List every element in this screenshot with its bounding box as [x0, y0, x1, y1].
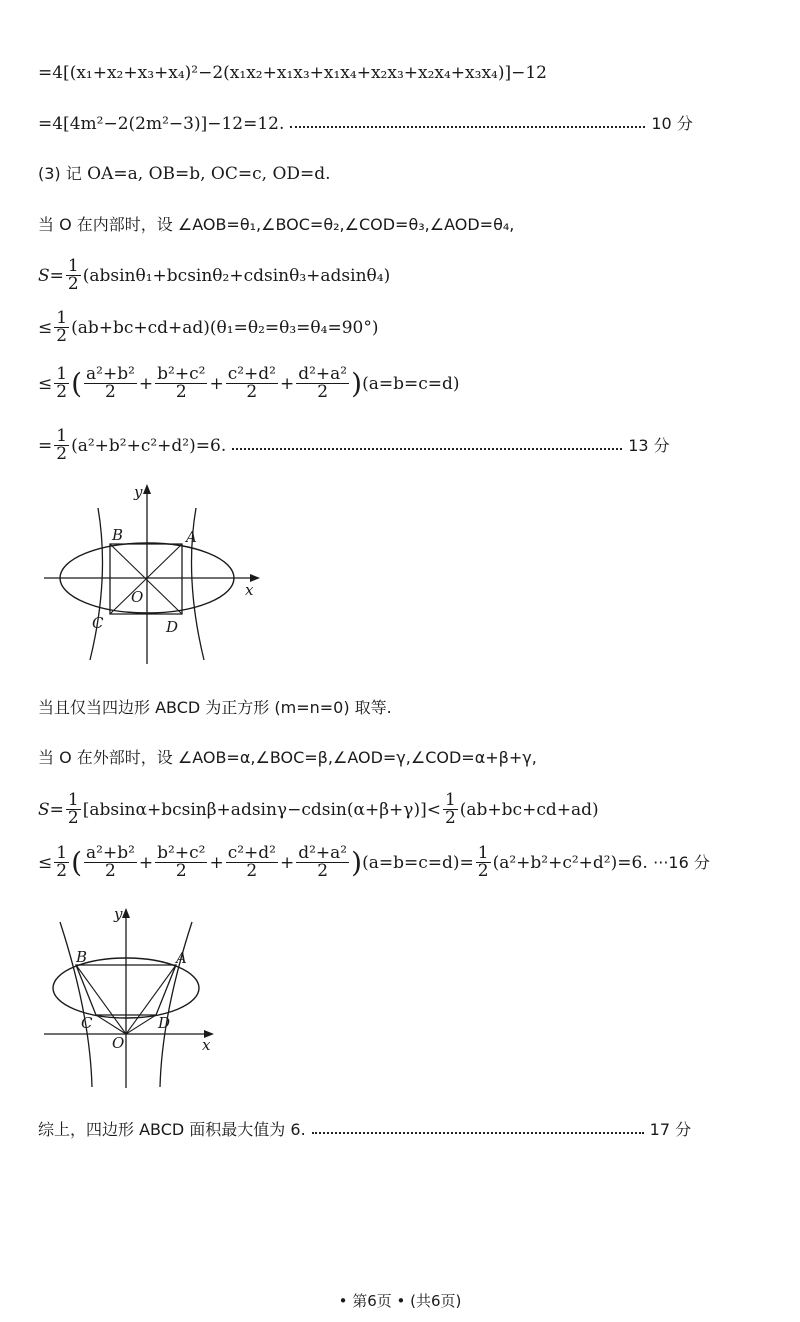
- y-axis-arrow: [122, 908, 130, 918]
- fraction-half: $\frac{1}{2}$: [444, 790, 456, 828]
- text-line: 当且仅当四边形 ABCD 为正方形 (m=n=0) 取等.: [38, 698, 392, 717]
- score-label: 13 分: [628, 435, 670, 455]
- inequality-line-2: ≤ $\frac{1}{2}$ ( $\frac{\text{a²+b²}}{2}$ + $\frac{\text{b²+c²}}{2}$ + $\frac{\text{c²+d²}}{2}$ + $\frac{\text{d²+a²}}{2}$ ) (a=b=c=d): [38, 364, 460, 402]
- score-label: 10 分: [651, 114, 693, 133]
- part-label: (3) 记: [38, 164, 82, 183]
- label-b: B: [112, 526, 124, 544]
- label-c: C: [92, 614, 104, 632]
- equation-line-2: [38, 113, 693, 135]
- label-a: A: [176, 949, 187, 967]
- equation-text: =4[4m²−2(2m²−3)]−12=12.: [38, 114, 285, 134]
- label-a: A: [186, 528, 197, 546]
- fraction-half: $\frac{1}{2}$: [67, 790, 79, 828]
- fraction-ab: $\frac{\text{a²+b²}}{2}$: [86, 843, 135, 881]
- inequality-line-1: ≤ $\frac{1}{2}$ (ab+bc+cd+ad)(θ₁=θ₂=θ₃=θ₄=90°): [38, 308, 379, 346]
- result-line-inner: = $\frac{1}{2}$ (a²+b²+c²+d²)=6. 13 分: [38, 426, 670, 464]
- figure-inner-case: [38, 480, 268, 670]
- equation-text: (a²+b²+c²+d²)=6.: [71, 435, 227, 456]
- label-y: y: [134, 483, 143, 501]
- label-x: x: [202, 1036, 211, 1054]
- equation-text: OA=a, OB=b, OC=c, OD=d.: [87, 164, 331, 184]
- inner-case-setup: [38, 214, 514, 236]
- conclusion-line: [38, 1119, 691, 1141]
- label-d: D: [166, 618, 179, 636]
- y-axis-arrow: [143, 484, 151, 494]
- equation-text: =4[(x₁+x₂+x₃+x₄)²−2(x₁x₂+x₁x₃+x₁x₄+x₂x₃+x₂x₄+x₃x₄)]−12: [38, 63, 547, 83]
- fraction-half: $\frac{1}{2}$: [56, 843, 68, 881]
- label-b: B: [76, 948, 88, 966]
- equation-line-1: [38, 62, 547, 84]
- label-x: x: [245, 581, 254, 599]
- text-line: 当 O 在外部时，设 ∠AOB=α,∠BOC=β,∠AOD=γ,∠COD=α+β+γ,: [38, 748, 537, 767]
- area-formula-line: S = $\frac{1}{2}$ (absinθ₁+bcsinθ₂+cdsinθ₃+adsinθ₄): [38, 256, 391, 294]
- equality-condition: (a=b=c=d)=: [362, 852, 474, 873]
- part3-intro: [38, 163, 331, 185]
- text-line: 当 O 在内部时，设 ∠AOB=θ₁,∠BOC=θ₂,∠COD=θ₃,∠AOD=θ₄,: [38, 215, 515, 234]
- equation-text: (ab+bc+cd+ad)(θ₁=θ₂=θ₃=θ₄=90°): [71, 317, 379, 338]
- fraction-cd: $\frac{\text{c²+d²}}{2}$: [227, 843, 276, 881]
- equation-text: (absinθ₁+bcsinθ₂+cdsinθ₃+adsinθ₄): [82, 265, 391, 286]
- equation-text: (a²+b²+c²+d²)=6.: [492, 852, 648, 873]
- fraction-half: $\frac{1}{2}$: [56, 426, 68, 464]
- fraction-half: $\frac{1}{2}$: [477, 843, 489, 881]
- outer-case-setup: [38, 747, 537, 769]
- fraction-ab: $\frac{\text{a²+b²}}{2}$: [86, 364, 135, 402]
- outer-area-formula: S = $\frac{1}{2}$ [absinα+bcsinβ+adsinγ−cdsin(α+β+γ)]< $\frac{1}{2}$ (ab+bc+cd+ad): [38, 790, 599, 828]
- fraction-da: $\frac{\text{d²+a²}}{2}$: [298, 364, 348, 402]
- label-d: D: [158, 1014, 171, 1032]
- equation-text: (ab+bc+cd+ad): [459, 799, 599, 820]
- score-label: ···16 分: [653, 852, 710, 872]
- label-o: O: [131, 588, 144, 606]
- outer-inequality-line: ≤ $\frac{1}{2}$ ( $\frac{\text{a²+b²}}{2}$ + $\frac{\text{b²+c²}}{2}$ + $\frac{\text{c²+d²}}{2}$ + $\frac{\text{d²+a²}}{2}$ ) (a=b=c=d)= $\frac{1}{2}$ (a²+b²+c²+d²)=6. ···16 分: [38, 843, 710, 881]
- fraction-cd: $\frac{\text{c²+d²}}{2}$: [227, 364, 276, 402]
- equality-condition-line: [38, 697, 392, 719]
- fraction-bc: $\frac{\text{b²+c²}}{2}$: [157, 843, 206, 881]
- leader-dots: [290, 126, 645, 128]
- figure-outer-case: [38, 902, 228, 1092]
- fraction-half: $\frac{1}{2}$: [67, 256, 79, 294]
- fraction-da: $\frac{\text{d²+a²}}{2}$: [298, 843, 348, 881]
- equality-condition: (a=b=c=d): [362, 373, 460, 394]
- equation-text: [absinα+bcsinβ+adsinγ−cdsin(α+β+γ)]<: [82, 799, 441, 820]
- hyperbola-left-branch: [90, 508, 103, 660]
- fraction-half: $\frac{1}{2}$: [56, 308, 68, 346]
- fraction-bc: $\frac{\text{b²+c²}}{2}$: [157, 364, 206, 402]
- label-y: y: [114, 905, 123, 923]
- fraction-half: $\frac{1}{2}$: [56, 364, 68, 402]
- leader-dots: [312, 1132, 644, 1134]
- label-c: C: [81, 1014, 93, 1032]
- text-line: 综上，四边形 ABCD 面积最大值为 6.: [38, 1120, 306, 1139]
- page-footer: • 第6页 • (共6页): [338, 1292, 462, 1310]
- score-label: 17 分: [649, 1120, 692, 1139]
- leader-dots: [232, 448, 622, 450]
- label-o: O: [112, 1034, 125, 1052]
